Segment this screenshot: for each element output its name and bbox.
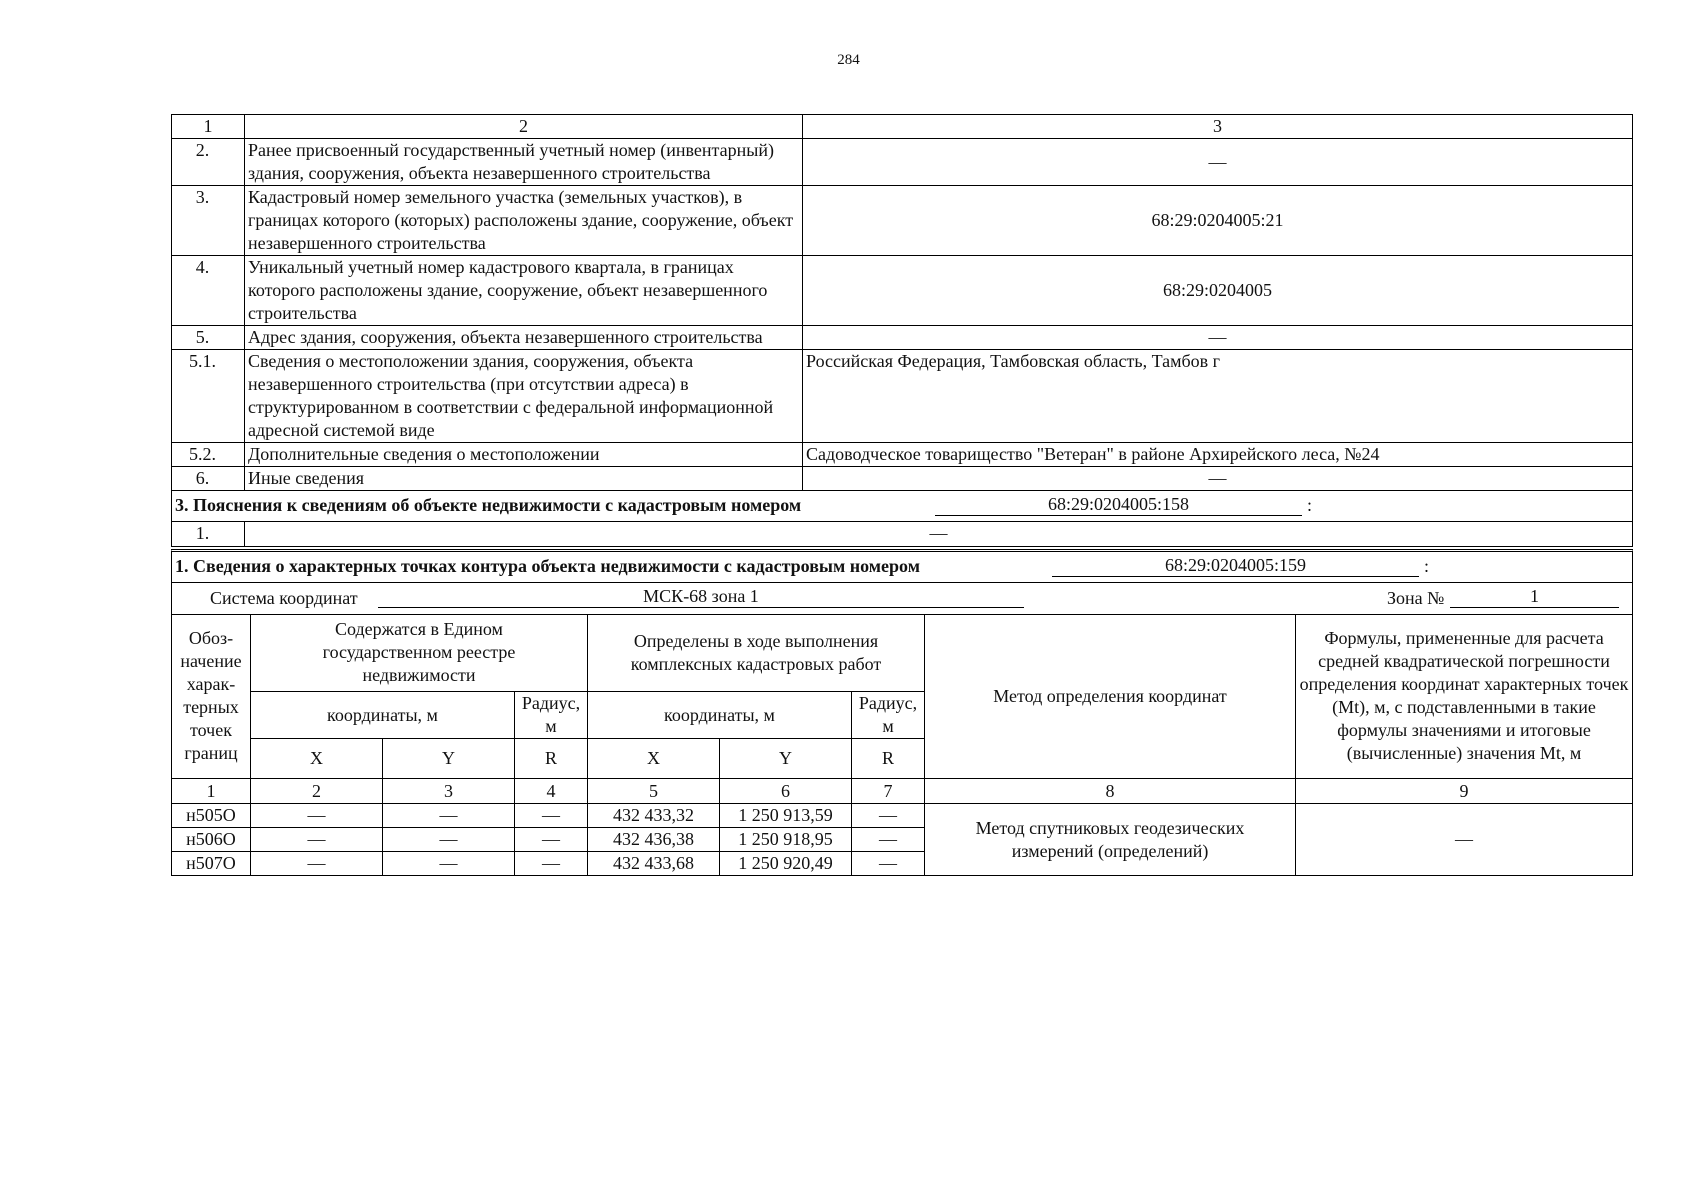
point-r: — [852, 804, 925, 828]
row-value: 68:29:0204005 [803, 256, 1633, 326]
section-1-heading [171, 549, 1633, 583]
table-row [172, 467, 1633, 491]
section-3-title: 3. Пояснения к сведениям об объекте недвижимости с кадастровым номером [175, 495, 802, 515]
document-body [171, 114, 1633, 876]
complex-works-header: Определены в ходе выполнения комплексных кадастровых работ [588, 615, 925, 692]
col-number: 2 [251, 779, 383, 804]
point-y: 1 250 920,49 [720, 852, 852, 876]
point-x-egrn: — [251, 828, 383, 852]
y-header: Y [383, 739, 515, 779]
row-label: Адрес здания, сооружения, объекта незавершенного строительства [245, 326, 803, 350]
col-header: 1 [172, 115, 245, 139]
row-value: — [803, 139, 1633, 186]
point-row [172, 804, 1633, 828]
characteristic-points-table [171, 615, 1633, 877]
point-r: — [852, 828, 925, 852]
col-number: 4 [515, 779, 588, 804]
point-y: 1 250 913,59 [720, 804, 852, 828]
point-y-egrn: — [383, 852, 515, 876]
col-number: 6 [720, 779, 852, 804]
section-3-table [171, 522, 1633, 547]
point-x: 432 433,32 [588, 804, 720, 828]
table-row [172, 256, 1633, 326]
col-number: 9 [1296, 779, 1633, 804]
row-number: 3. [172, 186, 245, 256]
row-number: 5. [172, 326, 245, 350]
radius-subheader: Радиус, м [515, 692, 588, 739]
point-y-egrn: — [383, 828, 515, 852]
col-header: 3 [803, 115, 1633, 139]
col-header: 2 [245, 115, 803, 139]
table-row [172, 443, 1633, 467]
table-row [172, 186, 1633, 256]
row-value: — [245, 522, 1633, 546]
row-value: 68:29:0204005:21 [803, 186, 1633, 256]
point-name: н505О [172, 804, 251, 828]
designation-header: Обоз-начение харак-терных точек границ [172, 615, 251, 779]
point-x: 432 436,38 [588, 828, 720, 852]
zone-value: 1 [1450, 585, 1619, 608]
point-y: 1 250 918,95 [720, 828, 852, 852]
row-number: 4. [172, 256, 245, 326]
table-row [172, 326, 1633, 350]
col-number: 5 [588, 779, 720, 804]
radius-subheader: Радиус, м [852, 692, 925, 739]
row-number: 6. [172, 467, 245, 491]
coords-subheader: координаты, м [588, 692, 852, 739]
point-name: н507О [172, 852, 251, 876]
egrn-header: Содержатся в Едином государственном реестре недвижимости [251, 615, 588, 692]
row-label: Ранее присвоенный государственный учетный номер (инвентарный) здания, сооружения, объекта незавершенного строительства [245, 139, 803, 186]
row-label: Сведения о местоположении здания, сооружения, объекта незавершенного строительства (при отсутствии адреса) в структурированном в соответствии с федеральной информационной адресной системой виде [245, 350, 803, 443]
col-number: 8 [925, 779, 1296, 804]
point-r-egrn: — [515, 852, 588, 876]
point-y-egrn: — [383, 804, 515, 828]
x-header: X [588, 739, 720, 779]
section-3-colon: : [1307, 495, 1313, 515]
point-r-egrn: — [515, 804, 588, 828]
point-r-egrn: — [515, 828, 588, 852]
y-header: Y [720, 739, 852, 779]
section-3-heading [171, 491, 1633, 522]
method-header: Метод определения координат [925, 615, 1296, 779]
page-number: 284 [837, 52, 860, 68]
col-number: 7 [852, 779, 925, 804]
row-value: Садоводческое товарищество "Ветеран" в районе Архирейского леса, №24 [803, 443, 1633, 467]
coordinate-system-row [171, 583, 1633, 615]
section-1-title: 1. Сведения о характерных точках контура объекта недвижимости с кадастровым номером [175, 555, 920, 576]
table-header-row [172, 115, 1633, 139]
section-3-cadastral-number: 68:29:0204005:158 [935, 493, 1302, 516]
coord-system-value: МСК-68 зона 1 [378, 585, 1024, 608]
r-header: R [515, 739, 588, 779]
section-1-cadastral-number: 68:29:0204005:159 [1052, 554, 1419, 577]
col-number: 1 [172, 779, 251, 804]
zone-label: Зона № [1387, 587, 1445, 608]
row-number: 1. [172, 522, 245, 546]
row-label: Кадастровый номер земельного участка (земельных участков), в границах которого (которых) расположены здание, сооружение, объект незавершенного строительства [245, 186, 803, 256]
method-value: Метод спутниковых геодезических измерений (определений) [925, 804, 1296, 876]
coords-subheader: координаты, м [251, 692, 515, 739]
formula-header: Формулы, примененные для расчета средней квадратической погрешности определения координат характерных точек (Mt), м, с подставленными в такие формулы значениями и итоговые (вычисленные) значения Mt, м [1296, 615, 1633, 779]
r-header: R [852, 739, 925, 779]
row-value: Российская Федерация, Тамбовская область, Тамбов г [803, 350, 1633, 443]
table-row [172, 350, 1633, 443]
point-x-egrn: — [251, 852, 383, 876]
col-number: 3 [383, 779, 515, 804]
row-number: 5.2. [172, 443, 245, 467]
row-label: Иные сведения [245, 467, 803, 491]
x-header: X [251, 739, 383, 779]
formula-value: — [1296, 804, 1633, 876]
row-value: — [803, 467, 1633, 491]
section-1-colon: : [1424, 555, 1430, 576]
building-info-table [171, 114, 1633, 491]
row-value: — [803, 326, 1633, 350]
coord-system-label: Система координат [210, 587, 358, 608]
point-x-egrn: — [251, 804, 383, 828]
point-x: 432 433,68 [588, 852, 720, 876]
table-row [172, 139, 1633, 186]
row-label: Уникальный учетный номер кадастрового квартала, в границах которого расположены здание, сооружение, объект незавершенного строительства [245, 256, 803, 326]
row-number: 2. [172, 139, 245, 186]
point-r: — [852, 852, 925, 876]
point-name: н506О [172, 828, 251, 852]
row-number: 5.1. [172, 350, 245, 443]
row-label: Дополнительные сведения о местоположении [245, 443, 803, 467]
column-number-row [172, 779, 1633, 804]
